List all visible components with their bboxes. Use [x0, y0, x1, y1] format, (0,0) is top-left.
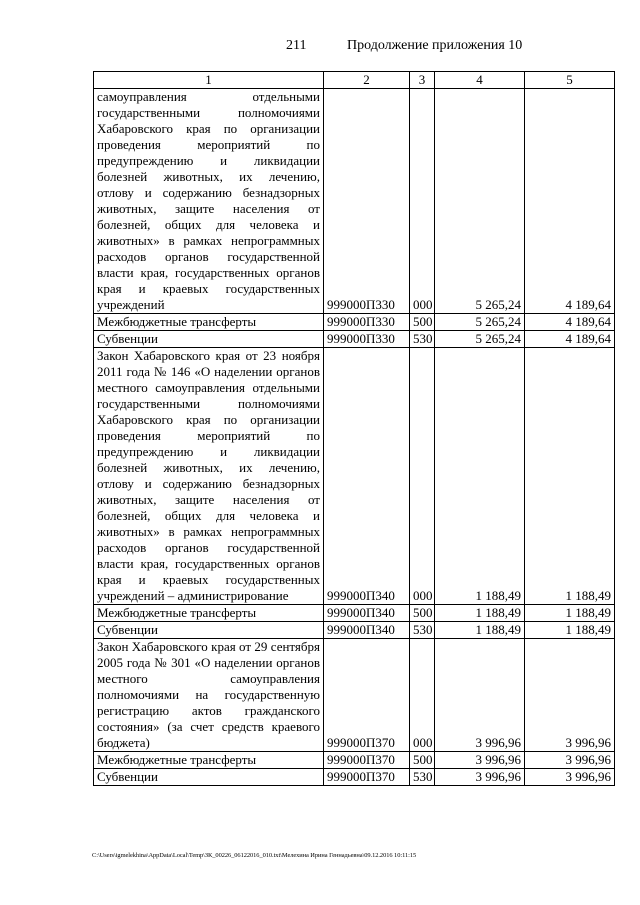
- table-row: [94, 331, 615, 348]
- row-value-5: 3 996,96: [525, 752, 615, 769]
- row-value-5: 3 996,96: [525, 639, 615, 752]
- column-header: 3: [410, 72, 435, 89]
- row-code: 999000П340: [324, 605, 410, 622]
- row-value-4: 5 265,24: [435, 314, 525, 331]
- row-value-5: 3 996,96: [525, 769, 615, 786]
- table-row: [94, 605, 615, 622]
- row-value-5: 4 189,64: [525, 314, 615, 331]
- row-value-5: 4 189,64: [525, 331, 615, 348]
- page-header: [0, 38, 640, 56]
- row-name: Субвенции: [94, 331, 324, 348]
- table-row: [94, 752, 615, 769]
- budget-table: [93, 71, 615, 786]
- page-number: 211: [286, 38, 307, 53]
- row-value-4: 3 996,96: [435, 752, 525, 769]
- row-value-5: 4 189,64: [525, 89, 615, 314]
- row-type: 500: [410, 752, 435, 769]
- row-value-5: 1 188,49: [525, 622, 615, 639]
- column-header: 4: [435, 72, 525, 89]
- row-type: 000: [410, 89, 435, 314]
- table-row: [94, 89, 615, 314]
- table-row: [94, 639, 615, 752]
- row-type: 500: [410, 605, 435, 622]
- row-name: Межбюджетные трансферты: [94, 314, 324, 331]
- table-row: [94, 348, 615, 605]
- row-type: 000: [410, 639, 435, 752]
- table-row: [94, 769, 615, 786]
- row-value-5: 1 188,49: [525, 348, 615, 605]
- row-code: 999000П370: [324, 769, 410, 786]
- row-type: 500: [410, 314, 435, 331]
- row-code: 999000П330: [324, 89, 410, 314]
- row-type: 000: [410, 348, 435, 605]
- row-name: самоуправления отдельными государственными полномочиями Хабаровского края по организации проведения мероприятий по предупреждению и ликвидации болезней животных, их лечению, отлову и содержанию безнадзорных животных, защите населения от болезней, общих для человека и животных» в рамках непрограммных расходов органов государственной власти края, государственных органов края и краевых государственных учреждений: [94, 89, 324, 314]
- row-value-4: 1 188,49: [435, 605, 525, 622]
- row-name: Межбюджетные трансферты: [94, 752, 324, 769]
- table-row: [94, 622, 615, 639]
- row-code: 999000П330: [324, 314, 410, 331]
- row-value-4: 5 265,24: [435, 331, 525, 348]
- appendix-title: Продолжение приложения 10: [347, 38, 523, 53]
- row-name: Субвенции: [94, 769, 324, 786]
- table-row: [94, 314, 615, 331]
- column-header: 2: [324, 72, 410, 89]
- row-value-4: 3 996,96: [435, 769, 525, 786]
- row-code: 999000П340: [324, 348, 410, 605]
- row-type: 530: [410, 331, 435, 348]
- row-value-4: 3 996,96: [435, 639, 525, 752]
- column-header: 1: [94, 72, 324, 89]
- row-code: 999000П340: [324, 622, 410, 639]
- row-code: 999000П370: [324, 639, 410, 752]
- column-header: 5: [525, 72, 615, 89]
- row-value-4: 1 188,49: [435, 622, 525, 639]
- row-name: Межбюджетные трансферты: [94, 605, 324, 622]
- row-name: Субвенции: [94, 622, 324, 639]
- column-header-row: [94, 72, 615, 89]
- row-code: 999000П330: [324, 331, 410, 348]
- row-name: Закон Хабаровского края от 29 сентября 2005 года № 301 «О наделении органов местного самоуправления полномочиями на государственную регистрацию актов гражданского состояния» (за счет средств краевого бюджета): [94, 639, 324, 752]
- row-value-5: 1 188,49: [525, 605, 615, 622]
- row-type: 530: [410, 622, 435, 639]
- row-value-4: 5 265,24: [435, 89, 525, 314]
- row-type: 530: [410, 769, 435, 786]
- row-code: 999000П370: [324, 752, 410, 769]
- row-name: Закон Хабаровского края от 23 ноября 2011 года № 146 «О наделении органов местного самоуправления отдельными государственными полномочиями Хабаровского края по организации проведения мероприятий по предупреждению и ликвидации болезней животных, их лечению, отлову и содержанию безнадзорных животных, защите населения от болезней, общих для человека и животных» в рамках непрограммных расходов органов государственной власти края, государственных органов края и краевых государственных учреждений – администрирование: [94, 348, 324, 605]
- footer-file-path: C:\Users\igmelekhina\AppData\Local\Temp\ЗК_00226_06122016_010.txt\Мелехина Ирина Геннадьевна\09.12.2016 10:11:15: [92, 852, 417, 859]
- row-value-4: 1 188,49: [435, 348, 525, 605]
